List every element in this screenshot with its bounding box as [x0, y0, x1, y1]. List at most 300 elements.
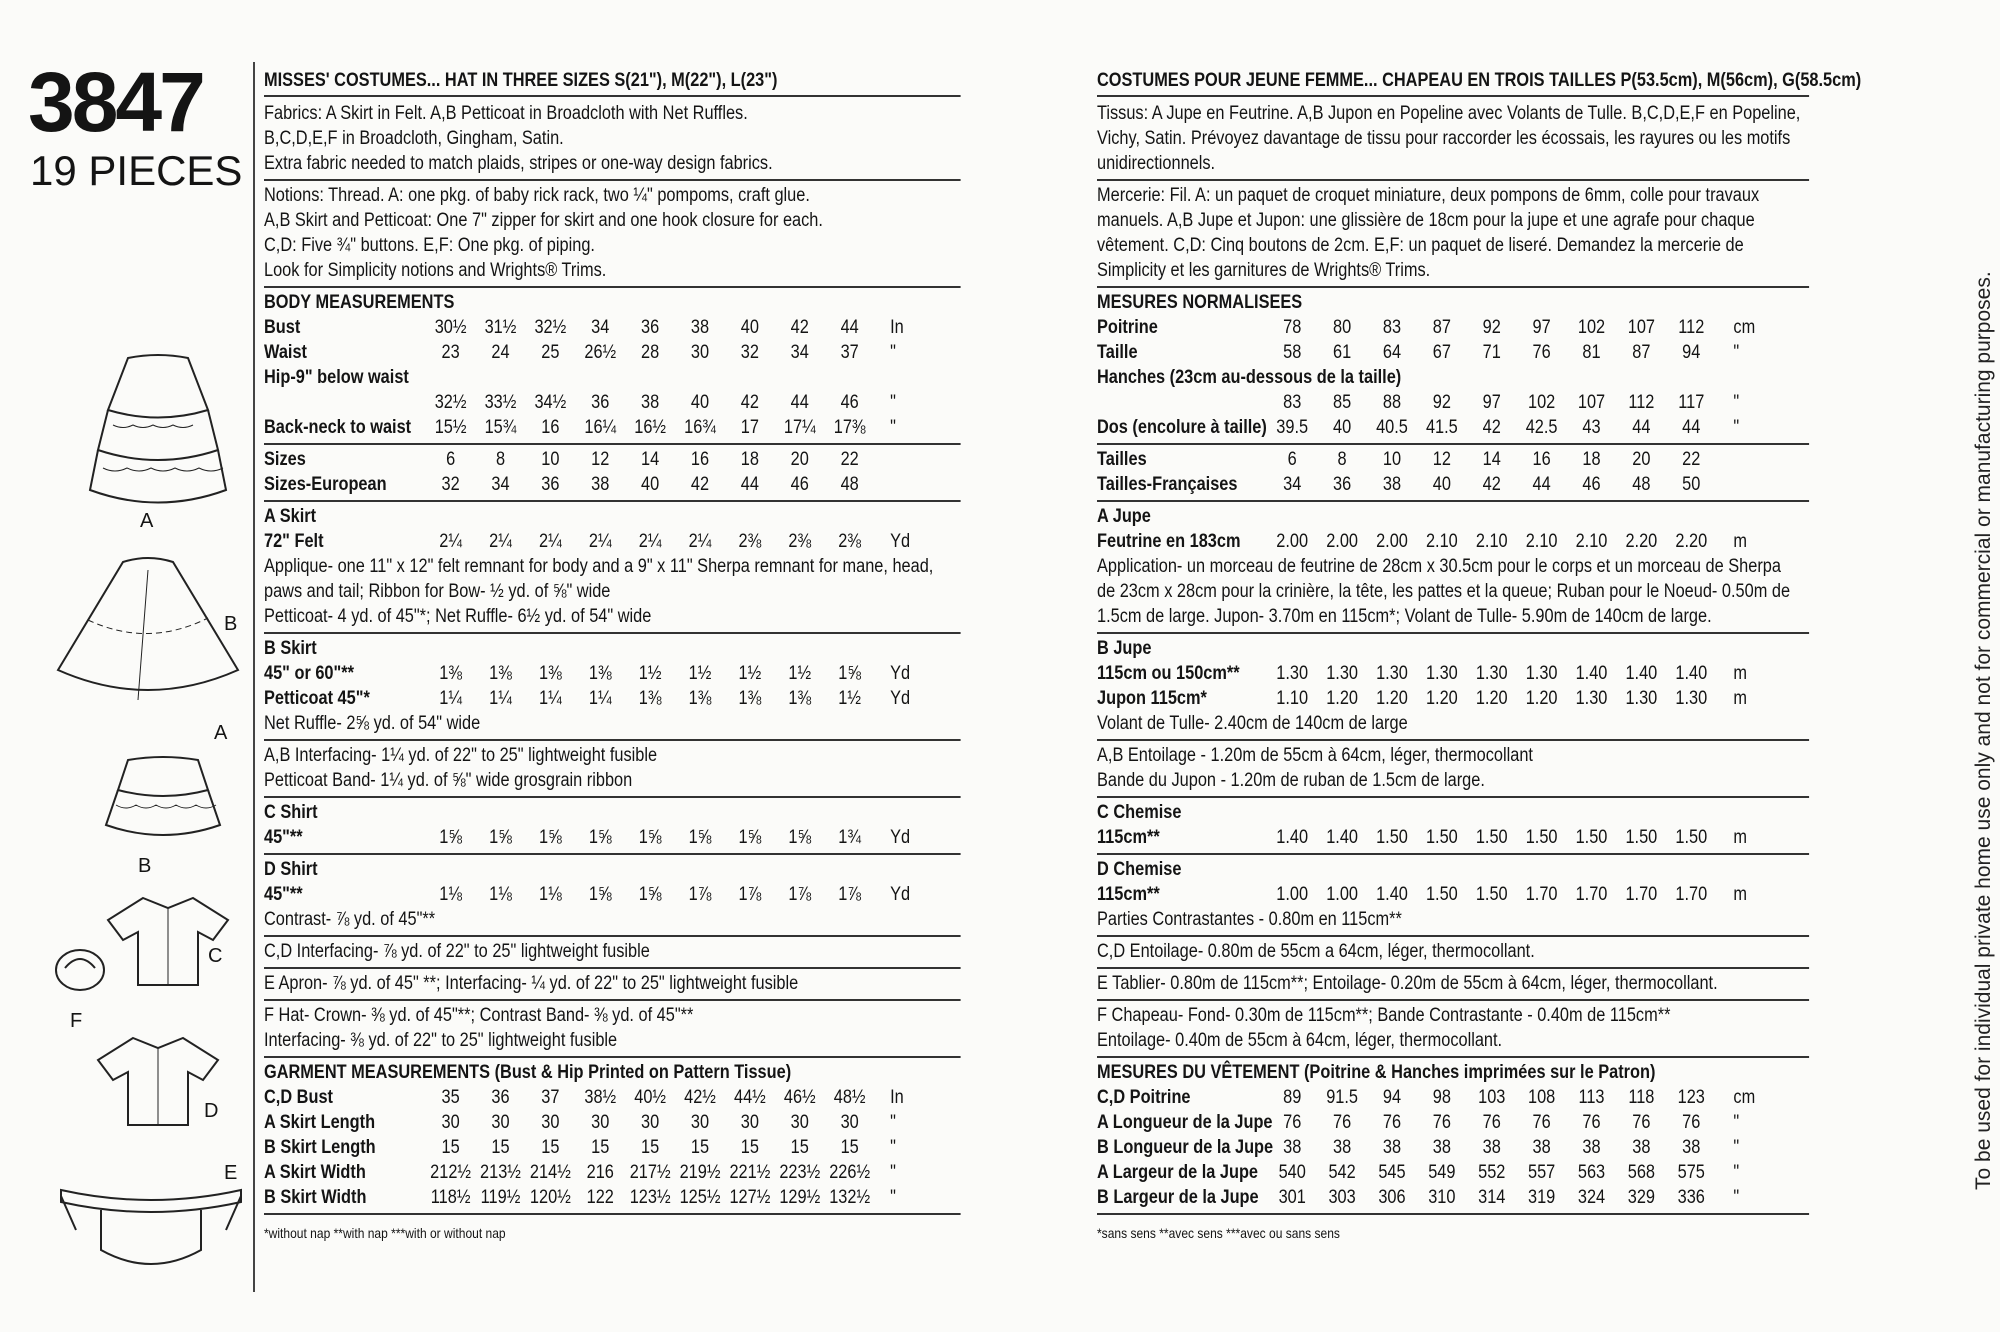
english-c-shirt [264, 798, 961, 855]
row-value: 6 [1287, 449, 1297, 470]
measure-row [264, 882, 961, 907]
row-value: 303 [1328, 1187, 1356, 1208]
shirt-c-sketch [98, 890, 238, 990]
row-value: 2¼ [539, 531, 562, 552]
row-value: 15 [491, 1137, 510, 1158]
row-label: Back-neck to waist [264, 417, 412, 438]
row-label: A Largeur de la Jupe [1097, 1162, 1259, 1183]
row-value: 28 [641, 342, 660, 363]
english-d-shirt [264, 855, 961, 937]
row-value: 1⅝ [638, 827, 662, 848]
row-value: 129½ [779, 1187, 821, 1208]
row-value: 118 [1628, 1087, 1655, 1108]
row-unit: " [890, 1112, 896, 1133]
row-value: 1.70 [1575, 884, 1608, 905]
french-ab-interfacing-line: A,B Entoilage - 1.20m de 55cm à 64cm, léger, thermocollant [1097, 745, 1533, 766]
english-b-skirt-line: Net Ruffle- 2⅝ yd. of 54" wide [264, 713, 481, 734]
row-value: 2⅜ [738, 531, 762, 552]
french-notions-line: manuels. A,B Jupe et Jupon: une glissière de 18cm pour la jupe et une agrafe pour chaque [1097, 210, 1755, 231]
row-unit: m [1733, 884, 1748, 905]
french-sizes [1097, 445, 1809, 502]
row-value: 30 [840, 1112, 859, 1133]
row-label: Dos (encolure à taille) [1097, 417, 1267, 438]
piece-count: 19 PIECES [30, 147, 243, 194]
row-label: C,D Bust [264, 1087, 334, 1108]
row-value: 34½ [534, 392, 567, 413]
row-value: 1½ [738, 663, 762, 684]
french-fabrics [1097, 99, 1809, 181]
measure-row [1097, 447, 1809, 472]
french-notions-line: vêtement. C,D: Cinq boutons de 2cm. E,F: un paquet de liseré. Demandez la mercerie de [1097, 235, 1744, 256]
row-value: 22 [840, 449, 859, 470]
row-value: 34 [1283, 474, 1302, 495]
row-value: 1.00 [1276, 884, 1309, 905]
row-value: 30½ [434, 317, 467, 338]
row-value: 123 [1677, 1087, 1705, 1108]
row-value: 44 [1532, 474, 1551, 495]
row-value: 1.40 [1675, 663, 1708, 684]
english-notions [264, 181, 961, 288]
row-value: 32½ [534, 317, 567, 338]
row-unit: " [1733, 417, 1740, 438]
row-value: 20 [790, 449, 809, 470]
row-value: 94 [1682, 342, 1701, 363]
row-value: 16¾ [684, 417, 716, 438]
row-value: 37 [541, 1087, 560, 1108]
row-value: 216 [586, 1162, 614, 1183]
row-value: 16 [541, 417, 560, 438]
row-value: 18 [1582, 449, 1601, 470]
row-value: 98 [1432, 1087, 1451, 1108]
row-value: 1½ [688, 663, 712, 684]
english-notions-line: C,D: Five ¾" buttons. E,F: One pkg. of piping. [264, 235, 595, 256]
row-value: 2.00 [1376, 531, 1408, 552]
row-value: 1⅞ [688, 884, 712, 905]
column-divider [253, 62, 255, 1292]
row-value: 15 [641, 1137, 660, 1158]
row-value: 36 [541, 474, 560, 495]
french-d-shirt [1097, 855, 1809, 937]
row-value: 2.00 [1276, 531, 1309, 552]
row-value: 15½ [434, 417, 467, 438]
row-value: 2¼ [588, 531, 612, 552]
french-cd-interfacing-line: C,D Entoilage- 0.80m de 55cm a 64cm, léger, thermocollant. [1097, 941, 1535, 962]
row-value: 76 [1432, 1112, 1451, 1133]
row-value: 127½ [729, 1187, 771, 1208]
measure-row [264, 1185, 961, 1210]
french-notions-line: Simplicity et les garnitures de Wrights® Trims. [1097, 260, 1431, 281]
row-value: 38 [1482, 1137, 1501, 1158]
french-a-skirt [1097, 502, 1809, 634]
row-value: 38 [1382, 1137, 1402, 1158]
english-b-skirt [264, 634, 961, 741]
english-a-skirt-line: paws and tail; Ribbon for Bow- ½ yd. of ⅝" wide [264, 581, 611, 602]
row-value: 36 [1333, 474, 1352, 495]
row-value: 1⅝ [788, 827, 812, 848]
row-value: 1.50 [1675, 827, 1708, 848]
row-value: 2⅜ [838, 531, 862, 552]
row-value: 44 [740, 474, 759, 495]
row-value: 1.50 [1525, 827, 1558, 848]
row-value: 1¼ [539, 688, 562, 709]
row-value: 1.70 [1675, 884, 1708, 905]
row-value: 97 [1482, 392, 1501, 413]
measure-row [1097, 1110, 1809, 1135]
row-value: 16 [1532, 449, 1551, 470]
row-value: 1.50 [1425, 884, 1458, 905]
row-value: 217½ [629, 1162, 671, 1183]
row-value: 15 [790, 1137, 809, 1158]
row-value: 30 [541, 1112, 560, 1133]
row-value: 58 [1283, 342, 1302, 363]
row-unit: m [1733, 531, 1748, 552]
measure-row [264, 1135, 961, 1160]
row-value: 30 [740, 1112, 759, 1133]
row-value: 35 [441, 1087, 460, 1108]
english-ab-interfacing-line: Petticoat Band- 1¼ yd. of ⅝" wide grosgrain ribbon [264, 770, 633, 791]
measure-row [264, 315, 961, 340]
row-unit: " [1733, 1187, 1740, 1208]
skirt-b-sketch [38, 550, 258, 730]
row-value: 15 [591, 1137, 610, 1158]
measure-row [1097, 661, 1809, 686]
row-value: 38 [1632, 1137, 1651, 1158]
row-unit: Yd [890, 663, 911, 684]
row-value: 319 [1527, 1187, 1556, 1208]
row-value: 1⅝ [439, 827, 462, 848]
row-value: 44 [790, 392, 809, 413]
row-value: 212½ [430, 1162, 472, 1183]
row-value: 48 [840, 474, 859, 495]
row-label: B Largeur de la Jupe [1097, 1187, 1259, 1208]
row-value: 1⅛ [489, 884, 512, 905]
sketch-label-c: C [208, 945, 223, 967]
row-label: Petticoat 45"* [264, 688, 370, 709]
row-value: 1½ [638, 663, 662, 684]
apron-e-sketch [56, 1170, 246, 1280]
petticoat-b-sketch [98, 750, 228, 860]
french-b-skirt-title: B Jupe [1097, 638, 1152, 659]
row-value: 545 [1378, 1162, 1406, 1183]
english-sizes [264, 445, 961, 502]
row-value: 1.30 [1276, 663, 1309, 684]
row-value: 38 [1382, 474, 1402, 495]
english-ab-interfacing [264, 741, 961, 798]
measure-row [264, 1085, 961, 1110]
english-a-skirt-line: Petticoat- 4 yd. of 45"*; Net Ruffle- 6½ yd. of 54" wide [264, 606, 652, 627]
row-value: 15 [740, 1137, 759, 1158]
row-value: 1⅜ [539, 663, 562, 684]
row-value: 213½ [480, 1162, 521, 1183]
row-label: B Skirt Length [264, 1137, 376, 1158]
measure-row [1097, 529, 1809, 554]
row-value: 38 [1532, 1137, 1551, 1158]
measure-row [264, 825, 961, 850]
english-body-title: BODY MEASUREMENTS [264, 292, 455, 313]
row-value: 44 [1632, 417, 1651, 438]
row-value: 12 [1432, 449, 1451, 470]
row-value: 103 [1478, 1087, 1506, 1108]
row-value: 1¼ [439, 688, 462, 709]
row-label: Waist [264, 342, 307, 363]
row-value: 37 [840, 342, 859, 363]
row-value: 1.00 [1326, 884, 1358, 905]
row-value: 132½ [829, 1187, 871, 1208]
row-value: 1⅜ [638, 688, 662, 709]
english-garment-title: GARMENT MEASUREMENTS (Bust & Hip Printed on Pattern Tissue) [264, 1062, 792, 1083]
row-value: 2.00 [1326, 531, 1358, 552]
english-b-skirt-title: B Skirt [264, 638, 317, 659]
row-value: 214½ [529, 1162, 571, 1183]
row-value: 563 [1577, 1162, 1606, 1183]
english-fabrics-line: Extra fabric needed to match plaids, stripes or one-way design fabrics. [264, 153, 773, 174]
row-value: 575 [1677, 1162, 1705, 1183]
sketch-label-d: D [204, 1100, 219, 1122]
row-value: 8 [495, 449, 506, 470]
row-value: 1.50 [1625, 827, 1658, 848]
row-label: A Skirt Length [264, 1112, 376, 1133]
row-value: 40 [1333, 417, 1352, 438]
row-value: 48 [1632, 474, 1651, 495]
french-header: COSTUMES POUR JEUNE FEMME... CHAPEAU EN TROIS TAILLES P(53.5cm), M(56cm), G(58.5cm) [1097, 68, 1809, 97]
row-value: 10 [541, 449, 560, 470]
row-value: 76 [1382, 1112, 1402, 1133]
measure-row [264, 529, 961, 554]
measure-row [1097, 365, 1809, 390]
row-value: 568 [1627, 1162, 1656, 1183]
french-cd-interfacing [1097, 937, 1809, 969]
row-value: 2.10 [1475, 531, 1508, 552]
row-value: 36 [591, 392, 610, 413]
row-value: 76 [1532, 1112, 1551, 1133]
row-value: 1¾ [838, 827, 862, 848]
row-value: 17 [740, 417, 759, 438]
row-value: 78 [1283, 317, 1302, 338]
measure-row [264, 447, 961, 472]
row-value: 34 [790, 342, 809, 363]
row-value: 112 [1628, 392, 1655, 413]
row-value: 94 [1382, 1087, 1402, 1108]
row-value: 314 [1478, 1187, 1506, 1208]
sketch-label-a2: A [214, 722, 228, 744]
pattern-number: 3847 [28, 55, 203, 149]
row-value: 46 [1582, 474, 1601, 495]
row-value: 23 [441, 342, 460, 363]
row-value: 32 [441, 474, 460, 495]
row-value: 1⅝ [489, 827, 512, 848]
row-value: 38 [1333, 1137, 1352, 1158]
english-f-hat [264, 1001, 961, 1058]
row-value: 119½ [480, 1187, 521, 1208]
row-value: 1⅜ [439, 663, 462, 684]
row-value: 1.30 [1525, 663, 1558, 684]
row-value: 1½ [838, 688, 862, 709]
french-d-shirt-line: Parties Contrastantes - 0.80m en 115cm** [1097, 909, 1402, 930]
row-value: 223½ [779, 1162, 821, 1183]
row-value: 40 [690, 392, 710, 413]
row-unit: " [890, 1162, 896, 1183]
row-value: 1⅜ [738, 688, 762, 709]
row-value: 44 [1682, 417, 1701, 438]
row-unit: cm [1733, 317, 1756, 338]
row-label: Bust [264, 317, 301, 338]
row-value: 76 [1682, 1112, 1701, 1133]
row-value: 108 [1527, 1087, 1556, 1108]
row-value: 40.5 [1376, 417, 1408, 438]
measure-row [1097, 390, 1809, 415]
row-value: 118½ [430, 1187, 471, 1208]
row-label: 45" or 60"** [264, 663, 354, 684]
row-value: 87 [1632, 342, 1651, 363]
french-e-apron [1097, 969, 1809, 1001]
row-value: 38 [1283, 1137, 1302, 1158]
french-f-hat-line: F Chapeau- Fond- 0.30m de 115cm**; Bande Contrastante - 0.40m de 115cm** [1097, 1005, 1671, 1026]
row-value: 43 [1582, 417, 1601, 438]
row-value: 221½ [729, 1162, 771, 1183]
row-value: 125½ [679, 1187, 721, 1208]
row-value: 15¾ [484, 417, 517, 438]
row-unit: Yd [890, 827, 911, 848]
french-garment-measurements [1097, 1058, 1809, 1215]
row-value: 1⅞ [788, 884, 812, 905]
french-a-skirt-line: 1.5cm de large. Jupon- 3.70m en 115cm*; Volant de Tulle- 5.90m de 140cm de large. [1097, 606, 1712, 627]
row-value: 42 [690, 474, 710, 495]
row-value: 38 [1432, 1137, 1451, 1158]
row-value: 30 [591, 1112, 610, 1133]
sketch-label-b1: B [224, 613, 238, 635]
english-body-measurements [264, 288, 961, 445]
row-label: 45"** [264, 884, 303, 905]
sketch-label-e: E [224, 1162, 238, 1184]
french-fabrics-line: Tissus: A Jupe en Feutrine. A,B Jupon en Popeline avec Volants de Tulle. B,C,D,E,F en Popeline, [1097, 103, 1801, 124]
row-value: 15 [840, 1137, 859, 1158]
row-value: 310 [1428, 1187, 1456, 1208]
row-value: 1⅞ [838, 884, 862, 905]
row-unit: " [1733, 1162, 1740, 1183]
row-label: Taille [1097, 342, 1138, 363]
english-column [264, 68, 961, 1246]
row-value: 14 [1482, 449, 1501, 470]
measure-row [264, 686, 961, 711]
row-value: 112 [1678, 317, 1705, 338]
row-value: 2.10 [1425, 531, 1458, 552]
row-value: 540 [1278, 1162, 1306, 1183]
measure-row [1097, 340, 1809, 365]
row-label: C,D Poitrine [1097, 1087, 1191, 1108]
english-d-shirt-line: Contrast- ⅞ yd. of 45"** [264, 909, 436, 930]
row-value: 46 [790, 474, 809, 495]
measure-row [264, 340, 961, 365]
pattern-identity-column [28, 55, 248, 1290]
row-unit: cm [1733, 1087, 1756, 1108]
row-value: 16½ [634, 417, 667, 438]
row-value: 25 [541, 342, 560, 363]
row-value: 336 [1677, 1187, 1705, 1208]
row-value: 34 [491, 474, 510, 495]
english-c-shirt-title: C Shirt [264, 802, 318, 823]
row-value: 48½ [833, 1087, 866, 1108]
measure-row [1097, 1160, 1809, 1185]
row-value: 1½ [788, 663, 812, 684]
measure-row [1097, 882, 1809, 907]
row-value: 89 [1283, 1087, 1302, 1108]
row-value: 2¼ [638, 531, 662, 552]
row-value: 42 [740, 392, 759, 413]
row-value: 1.10 [1276, 688, 1309, 709]
row-value: 549 [1428, 1162, 1456, 1183]
row-value: 1⅜ [688, 688, 712, 709]
measure-row [264, 365, 961, 390]
english-ab-interfacing-line: A,B Interfacing- 1¼ yd. of 22" to 25" lightweight fusible [264, 745, 658, 766]
french-body-title: MESURES NORMALISEES [1097, 292, 1303, 313]
french-footnote: *sans sens **avec sens ***avec ou sans sens [1097, 1225, 1340, 1241]
row-value: 1⅝ [588, 884, 612, 905]
sketch-label-f: F [70, 1010, 83, 1032]
row-value: 329 [1627, 1187, 1656, 1208]
row-value: 1⅜ [489, 663, 512, 684]
hat-f-sketch [50, 940, 110, 1000]
french-d-shirt-title: D Chemise [1097, 859, 1182, 880]
row-value: 39.5 [1276, 417, 1309, 438]
row-value: 122 [586, 1187, 614, 1208]
row-label: Tailles [1097, 449, 1147, 470]
measure-row [1097, 1185, 1809, 1210]
french-column [1097, 68, 1862, 1246]
french-a-skirt-line: de 23cm x 28cm pour la crinière, la tête, les pattes et la queue; Ruban pour le Noeud- 0.50m de [1097, 581, 1791, 602]
skirt-a-sketch [88, 350, 228, 530]
row-value: 1⅝ [838, 663, 862, 684]
french-c-shirt-title: C Chemise [1097, 802, 1182, 823]
measure-row [1097, 686, 1809, 711]
row-value: 1⅝ [738, 827, 762, 848]
row-value: 30 [690, 1112, 710, 1133]
row-value: 1.30 [1475, 663, 1508, 684]
french-fabrics-line: Vichy, Satin. Prévoyez davantage de tissu pour raccorder les écossais, les rayures ou les motifs [1097, 128, 1791, 149]
row-label: 115cm** [1097, 827, 1160, 848]
row-value: 42½ [684, 1087, 716, 1108]
row-value: 1.20 [1376, 688, 1408, 709]
row-value: 123½ [629, 1187, 671, 1208]
english-fabrics-line: Fabrics: A Skirt in Felt. A,B Petticoat in Broadcloth with Net Ruffles. [264, 103, 748, 124]
row-value: 1⅛ [539, 884, 562, 905]
row-value: 85 [1333, 392, 1352, 413]
row-value: 18 [740, 449, 759, 470]
row-value: 20 [1632, 449, 1651, 470]
row-label: Hip-9" below waist [264, 367, 409, 388]
row-value: 1¼ [489, 688, 512, 709]
row-value: 2.20 [1675, 531, 1708, 552]
row-value: 17¼ [783, 417, 816, 438]
row-value: 34 [591, 317, 610, 338]
row-value: 557 [1527, 1162, 1556, 1183]
row-value: 40½ [634, 1087, 667, 1108]
row-value: 64 [1382, 342, 1402, 363]
row-value: 16 [690, 449, 710, 470]
row-value: 30 [491, 1112, 510, 1133]
french-fabrics-line: unidirectionnels. [1097, 153, 1216, 174]
row-value: 30 [790, 1112, 809, 1133]
row-value: 1⅜ [588, 663, 612, 684]
row-value: 226½ [829, 1162, 871, 1183]
measure-row [1097, 825, 1809, 850]
row-value: 46½ [783, 1087, 816, 1108]
english-d-shirt-title: D Shirt [264, 859, 318, 880]
french-garment-title: MESURES DU VÊTEMENT (Poitrine & Hanches imprimées sur le Patron) [1097, 1062, 1656, 1083]
english-fabrics [264, 99, 961, 181]
row-unit: " [890, 1137, 896, 1158]
row-value: 1⅜ [788, 688, 812, 709]
english-e-apron [264, 969, 961, 1001]
